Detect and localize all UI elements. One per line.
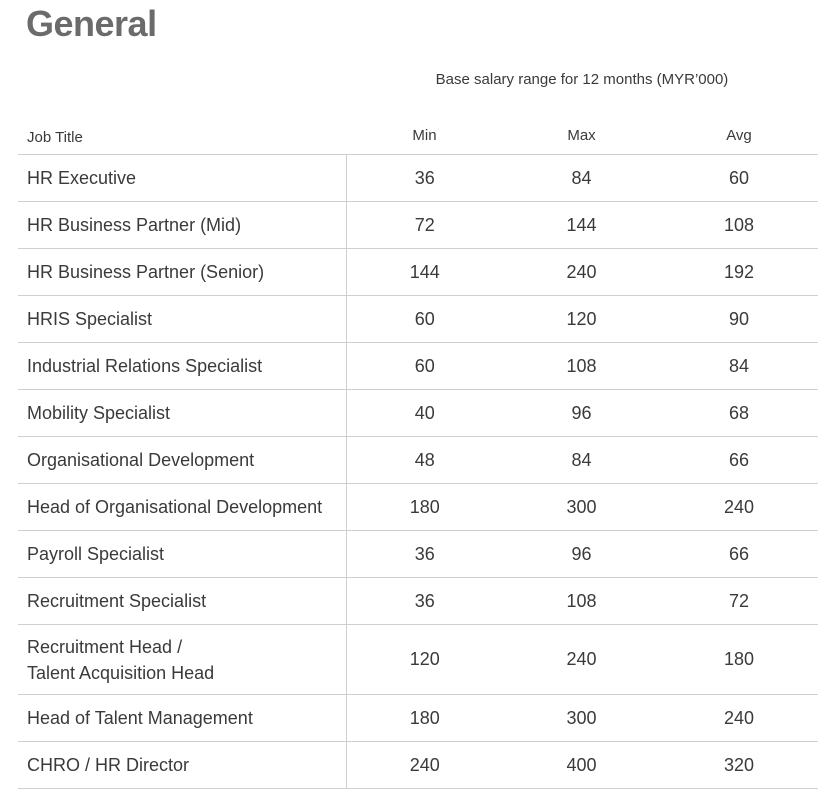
job-title-text: Talent Acquisition Head [27,662,215,683]
avg-salary-cell: 108 [660,202,818,249]
job-title-cell [18,343,346,390]
job-title-cell [18,437,346,484]
job-title-cell [18,578,346,625]
min-salary-cell: 72 [346,202,503,249]
avg-salary-cell: 240 [660,484,818,531]
avg-salary-cell: 66 [660,531,818,578]
min-salary-cell: 36 [346,155,503,202]
page-title: General [26,3,157,44]
table-row [18,625,818,695]
job-title-text: Payroll Specialist [27,544,165,564]
max-salary-cell: 240 [503,249,660,296]
max-salary-cell: 96 [503,390,660,437]
table-row [18,296,818,343]
avg-salary-cell: 90 [660,296,818,343]
max-salary-cell: 300 [503,484,660,531]
job-title-text: HRIS Specialist [27,309,153,329]
job-title-text: Industrial Relations Specialist [27,356,263,376]
job-title-text: Head of Organisational Development [27,497,323,517]
table-row [18,484,818,531]
table-row [18,390,818,437]
salary-range-caption: Base salary range for 12 months (MYR’000) [435,71,729,88]
job-title-text: Recruitment Specialist [27,591,207,611]
max-salary-cell: 120 [503,296,660,343]
max-salary-cell: 96 [503,531,660,578]
avg-salary-cell: 192 [660,249,818,296]
table-row [18,437,818,484]
avg-salary-cell: 66 [660,437,818,484]
max-salary-cell: 84 [503,155,660,202]
job-title-text: Mobility Specialist [27,403,171,423]
salary-table [18,114,818,789]
job-title-text: HR Executive [27,168,137,188]
max-salary-cell: 300 [503,695,660,742]
header-row [18,114,818,155]
avg-salary-cell: 320 [660,742,818,789]
table-row [18,343,818,390]
job-title-text: Recruitment Head / [27,636,183,657]
table-row [18,695,818,742]
table-row [18,155,818,202]
table-row [18,249,818,296]
table-row [18,202,818,249]
avg-salary-cell: 180 [660,625,818,695]
avg-salary-cell: 68 [660,390,818,437]
column-header-max: Max [503,114,660,155]
min-salary-cell: 240 [346,742,503,789]
job-title-cell [18,155,346,202]
max-salary-cell: 108 [503,343,660,390]
job-title-cell [18,249,346,296]
job-title-cell [18,625,346,695]
job-title-text: CHRO / HR Director [27,755,190,775]
min-salary-cell: 180 [346,484,503,531]
table-row [18,531,818,578]
column-header-job-title: Job Title [18,114,346,155]
avg-salary-cell: 84 [660,343,818,390]
max-salary-cell: 108 [503,578,660,625]
max-salary-cell: 144 [503,202,660,249]
job-title-cell [18,695,346,742]
max-salary-cell: 400 [503,742,660,789]
column-header-min: Min [346,114,503,155]
avg-salary-cell: 72 [660,578,818,625]
job-title-cell [18,296,346,343]
min-salary-cell: 120 [346,625,503,695]
table-row [18,742,818,789]
salary-table-header [18,114,818,155]
job-title-text: HR Business Partner (Senior) [27,262,265,282]
avg-salary-cell: 240 [660,695,818,742]
job-title-cell [18,531,346,578]
job-title-cell [18,202,346,249]
job-title-text: HR Business Partner (Mid) [27,215,242,235]
job-title-text: Organisational Development [27,450,255,470]
column-header-avg: Avg [660,114,818,155]
job-title-cell [18,742,346,789]
job-title-text: Head of Talent Management [27,708,253,728]
min-salary-cell: 180 [346,695,503,742]
job-title-cell [18,484,346,531]
max-salary-cell: 240 [503,625,660,695]
avg-salary-cell: 60 [660,155,818,202]
max-salary-cell: 84 [503,437,660,484]
min-salary-cell: 36 [346,578,503,625]
min-salary-cell: 48 [346,437,503,484]
salary-table-body [18,155,818,789]
job-title-cell [18,390,346,437]
min-salary-cell: 60 [346,296,503,343]
min-salary-cell: 36 [346,531,503,578]
min-salary-cell: 144 [346,249,503,296]
min-salary-cell: 40 [346,390,503,437]
min-salary-cell: 60 [346,343,503,390]
table-row [18,578,818,625]
